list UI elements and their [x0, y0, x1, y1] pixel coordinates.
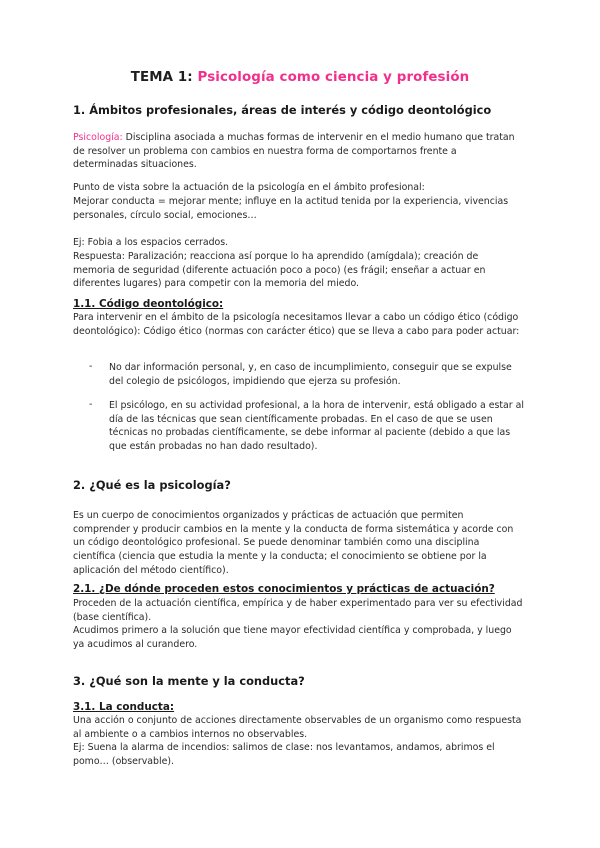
example-question: Ej: Fobia a los espacios cerrados.: [73, 237, 229, 248]
subsection-3-1-heading: 3.1. La conducta:: [73, 701, 175, 713]
viewpoint-line-2: Mejorar conducta = mejorar mente; influye en la actitud tenida por la experiencia, vivencias personales, círculo social, emociones…: [73, 196, 509, 221]
title-highlight: Psicología como ciencia y profesión: [197, 70, 470, 85]
section-2-heading: 2. ¿Qué es la psicología?: [73, 478, 231, 492]
section-1-heading: 1. Ámbitos profesionales, áreas de interés y código deontológico: [73, 103, 492, 117]
definition-text: Disciplina asociada a muchas formas de intervenir en el medio humano que tratan de resolver un problema con cambios en nuestra forma de comportarnos frente a determinadas situaciones.: [73, 132, 515, 171]
example-answer: Respuesta: Paralización; reacciona así porque lo ha aprendido (amígdala); creación de memoria de seguridad (diferente actuación poco a poco) (es frágil; enseñar a actuar en diferentes lugares) para competir con la memoria del miedo.: [73, 251, 486, 290]
subsection-3-1-text-2: Ej: Suena la alarma de incendios: salimos de clase: nos levantamos, andamos, abrimos el pomo… (observable).: [73, 742, 495, 767]
subsection-1-1-heading: 1.1. Código deontológico:: [73, 298, 224, 310]
subsection-2-1-heading: 2.1. ¿De dónde proceden estos conocimientos y prácticas de actuación?: [73, 583, 495, 595]
section-3-heading: 3. ¿Qué son la mente y la conducta?: [73, 674, 305, 688]
subsection-1-1-text: Para intervenir en el ámbito de la psicología necesitamos llevar a cabo un código ético (código deontológico): Código ético (normas con carácter ético) que se lleva a cabo para poder actuar:: [73, 312, 520, 337]
subsection-3-1-text-1: Una acción o conjunto de acciones directamente observables de un organismo como respuesta al ambiente o a cambios internos no observables.: [73, 715, 522, 740]
section-2-text: Es un cuerpo de conocimientos organizados y prácticas de actuación que permiten comprender y producir cambios en la mente y la conducta de forma sistemática y acorde con un código deontológico profesional. Se puede denominar también como una disciplina científica (ciencia que estudia la mente y la conducta; el conocimiento se obtiene por la aplicación del método científico).: [73, 510, 514, 576]
subsection-2-1-text-1: Proceden de la actuación científica, empírica y de haber experimentado para ver su efectividad (base científica).: [73, 598, 523, 623]
title-prefix: TEMA 1:: [130, 70, 198, 85]
bullet-item-1: No dar información personal, y, en caso de incumplimiento, conseguir que se expulse del colegio de psicólogos, impidiendo que ejerza su profesión.: [109, 362, 512, 387]
bullet-marker: -: [89, 399, 93, 410]
psychology-definition: [73, 131, 523, 172]
viewpoint-line-1: Punto de vista sobre la actuación de la psicología en el ámbito profesional:: [73, 182, 425, 193]
definition-term: Psicología:: [73, 132, 123, 143]
page-title: [0, 70, 600, 85]
bullet-marker: -: [89, 361, 93, 372]
bullet-item-2: El psicólogo, en su actividad profesional, a la hora de intervenir, está obligado a estar al día de las técnicas que sean científicamente probadas. En el caso de que se usen técnicas no probadas científicamente, se debe informar al paciente (debido a que las que están probadas no han dado resultado).: [109, 400, 524, 453]
subsection-2-1-text-2: Acudimos primero a la solución que tiene mayor efectividad científica y comprobada, y luego ya acudimos al curandero.: [73, 625, 512, 650]
